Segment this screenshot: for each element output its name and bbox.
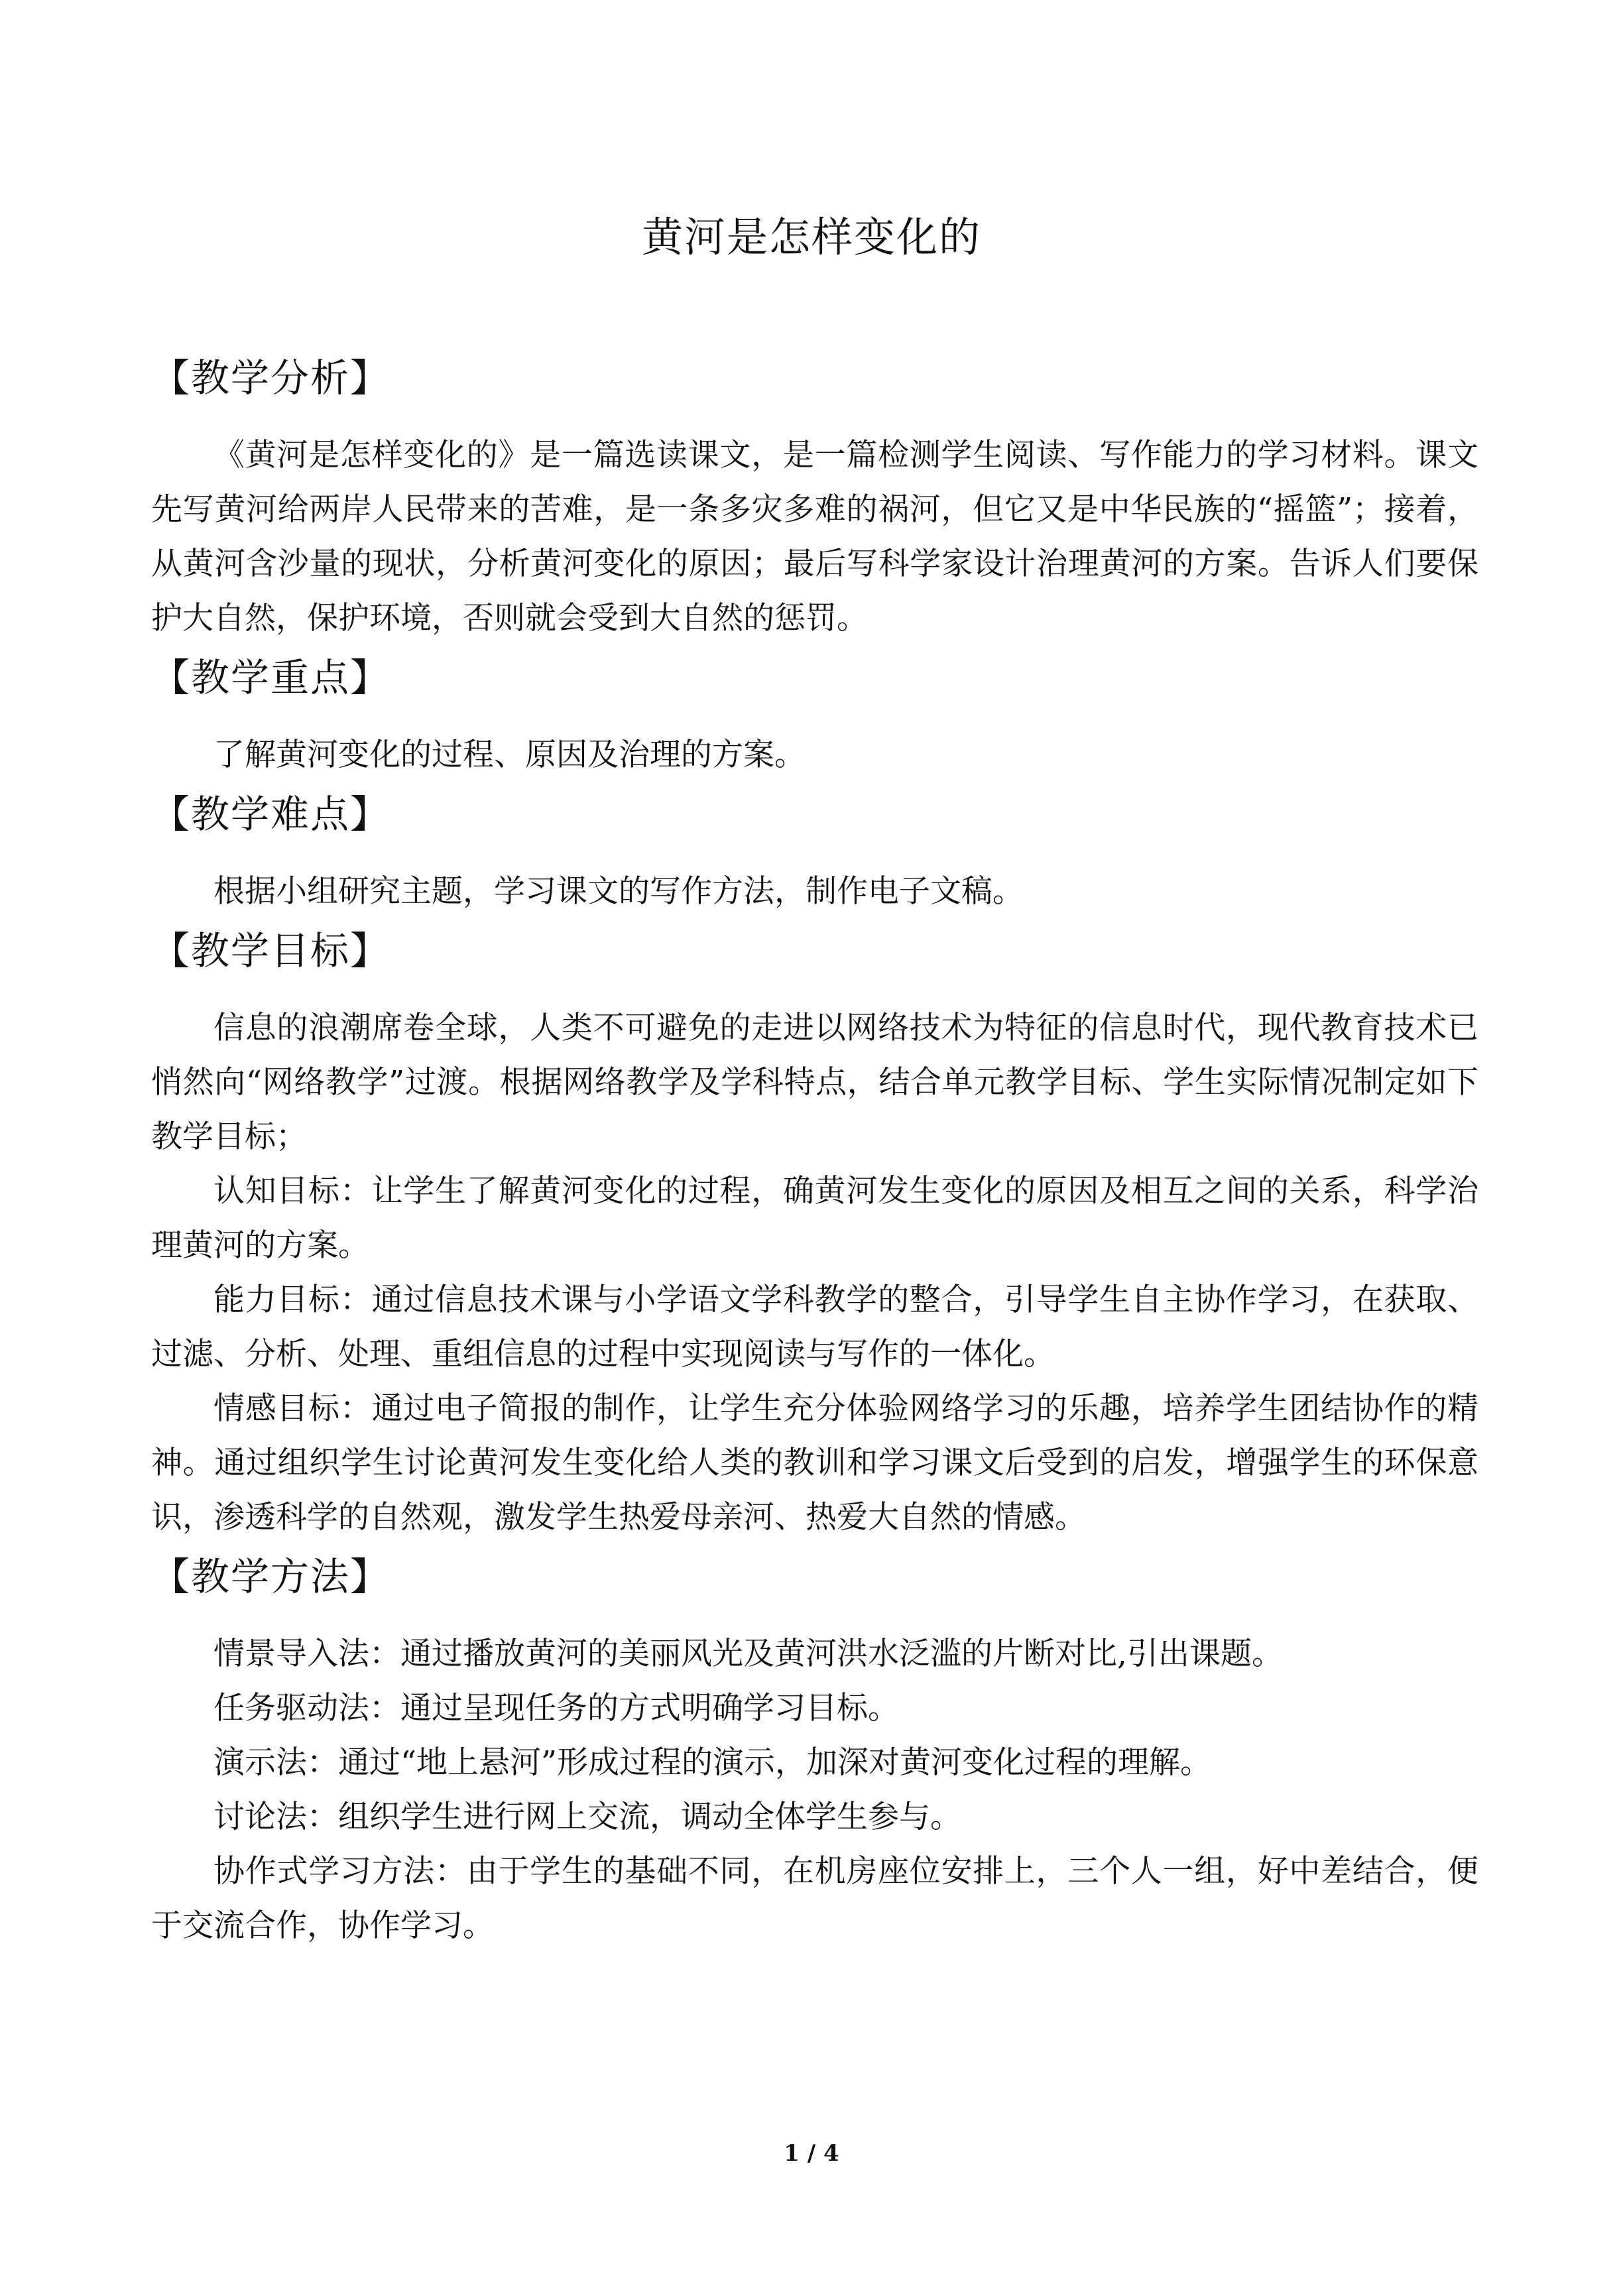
section-heading: 【教学重点】 (151, 655, 391, 700)
paragraph: 情感目标：通过电子简报的制作，让学生充分体验网络学习的乐趣，培养学生团结协作的精神。通过组织学生讨论黄河发生变化给人类的教训和学习课文后受到的启发，增强学生的环保意识，渗透科学的自然观，激发学生热爱母亲河、热爱大自然的情感。 (151, 1390, 1478, 1536)
paragraph: 了解黄河变化的过程、原因及治理的方案。 (213, 737, 806, 773)
section-heading: 【教学分析】 (151, 355, 391, 400)
section-teaching-objectives (151, 924, 1478, 1545)
paragraph: 情景导入法：通过播放黄河的美丽风光及黄河洪水泛滥的片断对比,引出课题。 (213, 1636, 1283, 1672)
document-title: 黄河是怎样变化的 (641, 213, 981, 261)
section-teaching-focus (151, 651, 1478, 782)
section-heading: 【教学难点】 (151, 792, 391, 837)
paragraph: 能力目标：通过信息技术课与小学语文学科教学的整合，引导学生自主协作学习，在获取、过滤、分析、处理、重组信息的过程中实现阅读与写作的一体化。 (151, 1282, 1478, 1372)
document-body (151, 351, 1478, 1959)
section-teaching-methods (151, 1550, 1478, 1953)
paragraph: 任务驱动法：通过呈现任务的方式明确学习目标。 (213, 1690, 899, 1726)
paragraph: 认知目标：让学生了解黄河变化的过程，确黄河发生变化的原因及相互之间的关系，科学治理黄河的方案。 (151, 1173, 1478, 1264)
section-heading: 【教学目标】 (151, 928, 391, 973)
section-heading: 【教学方法】 (151, 1554, 391, 1599)
paragraph: 讨论法：组织学生进行网上交流，调动全体学生参与。 (213, 1799, 961, 1835)
paragraph: 《黄河是怎样变化的》是一篇选读课文，是一篇检测学生阅读、写作能力的学习材料。课文先写黄河给两岸人民带来的苦难，是一条多灾多难的祸河，但它又是中华民族的“摇篮”；接着，从黄河含沙量的现状，分析黄河变化的原因；最后写科学家设计治理黄河的方案。告诉人们要保护大自然，保护环境，否则就会受到大自然的惩罚。 (151, 437, 1478, 636)
paragraph: 根据小组研究主题，学习课文的写作方法，制作电子文稿。 (213, 873, 1024, 910)
section-teaching-analysis (151, 351, 1478, 646)
paragraph: 演示法：通过“地上悬河”形成过程的演示，加深对黄河变化过程的理解。 (213, 1744, 1212, 1781)
section-teaching-difficulty (151, 788, 1478, 919)
paragraph: 协作式学习方法：由于学生的基础不同，在机房座位安排上，三个人一组，好中差结合，便于交流合作，协作学习。 (151, 1853, 1478, 1944)
paragraph: 信息的浪潮席卷全球，人类不可避免的走进以网络技术为特征的信息时代，现代教育技术已悄然向“网络教学”过渡。根据网络教学及学科特点，结合单元教学目标、学生实际情况制定如下教学目标； (151, 1010, 1478, 1155)
page-number: 1 / 4 (784, 2140, 839, 2167)
